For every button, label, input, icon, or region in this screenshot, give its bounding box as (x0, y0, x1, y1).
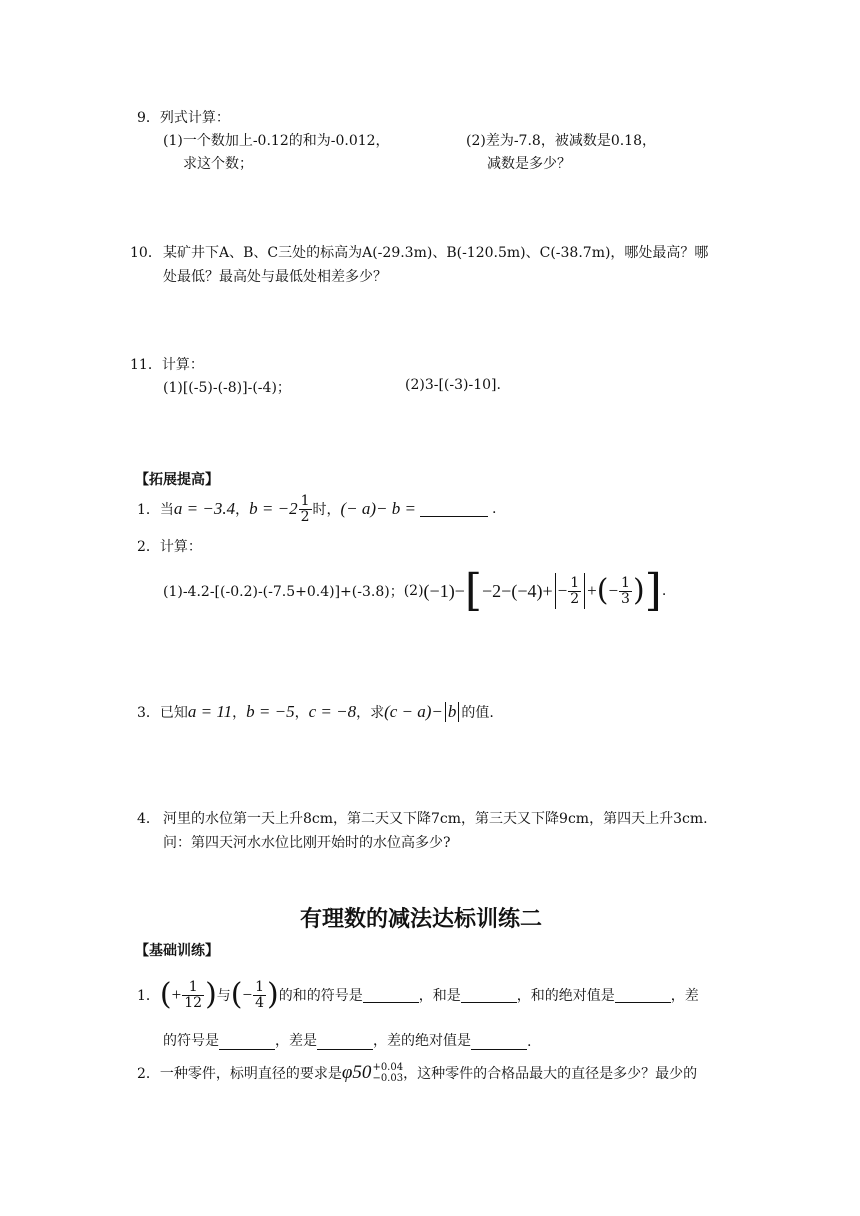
s2-q2-phi: φ50 (341, 1062, 372, 1083)
ext-q3-abs-left (445, 702, 446, 722)
ext-q3-abs-right (458, 702, 459, 722)
s2-q1-l2-t1: 的符号是 (163, 1033, 219, 1049)
ext-q2-c-sign: − (608, 581, 619, 600)
ext-q2-right-paren: ) (632, 573, 645, 608)
ext-q3-b-eq: b = −5 (246, 702, 295, 721)
q9-part1-line1: (1)一个数加上-0.12的和为-0.012， (163, 133, 390, 149)
s2-q1-blank-1[interactable] (363, 988, 419, 1003)
ext-q2-part2-a: (−1)− (423, 580, 465, 601)
section2-heading: 【基础训练】 (135, 943, 219, 959)
q9-part2-line2: 减数是多少？ (487, 156, 571, 172)
ext-q3-pre: 已知 (159, 705, 188, 721)
s2-q1-f2-close: ) (267, 977, 279, 1012)
q11-label: 计算： (161, 357, 204, 373)
ext-q3-c-eq: c = −8 (308, 702, 357, 721)
ext-q2-part1: (1)-4.2-[(-0.2)-(-7.5+0.4)]+(-3.8)； (163, 584, 404, 600)
s2-q1-blank-2[interactable] (461, 988, 517, 1003)
q9-part1-line2: 求这个数； (183, 156, 253, 172)
ext-q1-expr: (− a)− b = (340, 499, 416, 519)
q9-part2-line1: (2)差为-7.8，被减数是0.18， (466, 133, 656, 149)
ext-q3-sep1: ， (232, 705, 247, 721)
s2-q2-number: 2． (137, 1066, 160, 1082)
ext-q3-mid: ，求 (356, 705, 385, 721)
s2-q1-blank-3[interactable] (615, 988, 671, 1003)
ext-q2-fraction-half: $\frac{1}{2}$ (570, 574, 580, 607)
ext-q3-a-eq: a = 11 (187, 702, 233, 721)
ext-q1 (137, 494, 496, 524)
s2-q1-t3: ，和的绝对值是 (516, 988, 615, 1004)
ext-q2-end: . (661, 583, 667, 599)
ext-q2-expressions (163, 563, 666, 619)
s2-q2 (137, 1062, 697, 1084)
ext-q1-pre: 当 (159, 502, 174, 519)
ext-q4-line2: 问：第四天河水水位比刚开始时的水位高多少? (163, 835, 451, 851)
s2-q1-line1 (137, 970, 699, 1020)
s2-q1-fraction-2: $\frac{1}{4}$ (255, 978, 265, 1011)
s2-q1-blank-6[interactable] (471, 1035, 527, 1050)
ext-q2-frac-sign: − (557, 581, 568, 600)
ext-q3-number: 3． (137, 705, 160, 721)
ext-q4-line1: 河里的水位第一天上升8cm，第二天又下降7cm，第三天又下降9cm，第四天上升3cm. (163, 811, 708, 827)
ext-q1-a-eq: a = −3.4 (173, 499, 236, 519)
ext-q1-mid: 时， (312, 502, 341, 519)
ext-q2-number: 2．计算： (137, 539, 202, 555)
ext-q4-number: 4． (137, 811, 160, 827)
s2-q1-number: 1． (137, 988, 160, 1004)
s2-q2-pre: 一种零件，标明直径的要求是 (159, 1066, 342, 1082)
s2-q1-t4: ，差 (670, 988, 699, 1004)
s2-q1-fraction-1: $\frac{1}{12}$ (184, 978, 203, 1011)
ext-q3-end: 的值. (461, 705, 494, 721)
ext-q3-sep2: ， (294, 705, 309, 721)
q9-number: 9．列式计算： (137, 110, 230, 126)
ext-q2-part2-label: (2) (403, 583, 424, 599)
ext-q1-end: . (492, 501, 497, 518)
ext-q2-left-bracket: [ (464, 565, 483, 616)
s2-q1-l2-t2: ，差是 (275, 1033, 317, 1049)
s2-q1-f1-sign: + (171, 985, 182, 1004)
ext-q1-answer-blank[interactable] (420, 502, 488, 517)
ext-q2-abs-right (584, 573, 585, 609)
q10-line1: 某矿井下A、B、C三处的标高为A(-29.3m)、B(-120.5m)、C(-38.7m)，哪处最高？哪 (163, 245, 709, 261)
ext-q2-abs-left (555, 573, 556, 609)
ext-q2-left-paren: ( (596, 573, 609, 608)
q10-line2: 处最低？最高处与最低处相差多少？ (163, 269, 387, 285)
s2-q1-f2-open: ( (230, 977, 243, 1012)
section2-title: 有理数的减法达标训练二 (300, 907, 543, 932)
ext-q1-number: 1． (137, 502, 160, 519)
s2-q1-f2-sign: − (242, 985, 253, 1004)
s2-q1-line2 (163, 1030, 531, 1050)
s2-q1-t2: ，和是 (418, 988, 461, 1004)
s2-q1-l2-t3: ，差的绝对值是 (373, 1033, 471, 1049)
extension-heading: 【拓展提高】 (135, 472, 219, 488)
ext-q2-plus: + (587, 581, 597, 600)
ext-q1-b-eq: b = −2 (249, 499, 298, 519)
s2-q1-l2-end: . (527, 1034, 532, 1050)
s2-q1-f1-close: ) (205, 977, 217, 1012)
q10-number: 10． (130, 245, 162, 261)
ext-q1-sep: ， (235, 502, 250, 519)
s2-q1-blank-5[interactable] (317, 1035, 373, 1050)
q11-number: 11．计算： (130, 357, 204, 373)
q11-part2: (2)3-[(-3)-10]. (405, 377, 501, 393)
s2-q1-t1: 的和的符号是 (278, 988, 363, 1004)
s2-q2-post: ，这种零件的合格品最大的直径是多少？最少的 (403, 1066, 698, 1082)
ext-q3-expr-a: (c − a)− (384, 702, 443, 721)
s2-q1-with: 与 (216, 988, 231, 1004)
s2-q1-f1-open: ( (159, 977, 172, 1012)
ext-q2-part2-b: −2−(−4)+ (482, 580, 553, 601)
ext-q3 (137, 702, 494, 722)
q11-part1: (1)[(-5)-(-8)]-(-4)； (163, 380, 291, 396)
ext-q2-fraction-third: $\frac{1}{3}$ (621, 574, 630, 607)
ext-q1-fraction: $\frac{1}{2}$ (300, 493, 310, 525)
q9-label: 列式计算： (159, 110, 230, 126)
s2-q1-blank-4[interactable] (219, 1035, 275, 1050)
ext-q2-label: 计算： (159, 539, 202, 555)
ext-q2-right-bracket: ] (644, 565, 662, 616)
ext-q3-expr-b: b (447, 702, 457, 721)
s2-q2-tolerance: +0.04 −0.03 (372, 1062, 404, 1084)
